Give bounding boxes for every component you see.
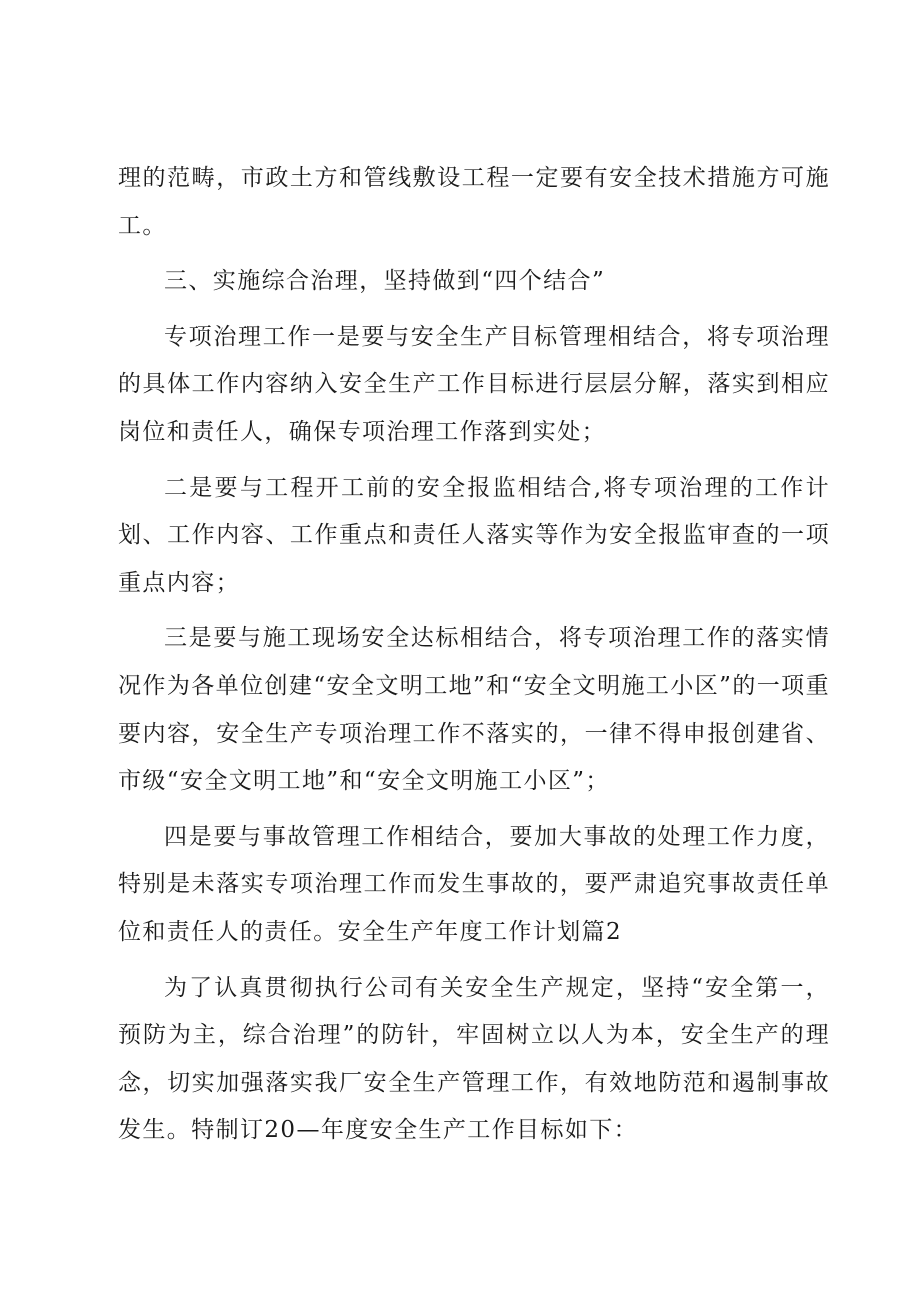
document-body (118, 155, 830, 1163)
paragraph-combination-2: 二是要与工程开工前的安全报监相结合,将专项治理的工作计划、工作内容、工作重点和责任人落实等作为安全报监审查的一项重点内容； (118, 474, 830, 596)
paragraph-plan-intro: 为了认真贯彻执行公司有关安全生产规定，坚持“安全第一，预防为主，综合治理”的防针，牢固树立以人为本，安全生产的理念，切实加强落实我厂安全生产管理工作，有效地防范和遏制事故发生。特制订20—年度安全生产工作目标如下： (118, 974, 830, 1144)
paragraph-combination-1: 专项治理工作一是要与安全生产目标管理相结合，将专项治理的具体工作内容纳入安全生产工作目标进行层层分解，落实到相应岗位和责任人，确保专项治理工作落到实处； (118, 323, 830, 445)
section-heading: 三、实施综合治理，坚持做到“四个结合” (164, 268, 606, 295)
paragraph-combination-3: 三是要与施工现场安全达标相结合，将专项治理工作的落实情况作为各单位创建“安全文明工地”和“安全文明施工小区”的一项重要内容，安全生产专项治理工作不落实的，一律不得申报创建省、市级“安全文明工地”和“安全文明施工小区”； (118, 625, 830, 795)
paragraph-combination-4: 四是要与事故管理工作相结合，要加大事故的处理工作力度，特别是未落实专项治理工作而发生事故的，要严肃追究事故责任单位和责任人的责任。安全生产年度工作计划篇2 (118, 823, 830, 945)
paragraph-continuation: 理的范畴，市政土方和管线敷设工程一定要有安全技术措施方可施工。 (118, 165, 830, 239)
